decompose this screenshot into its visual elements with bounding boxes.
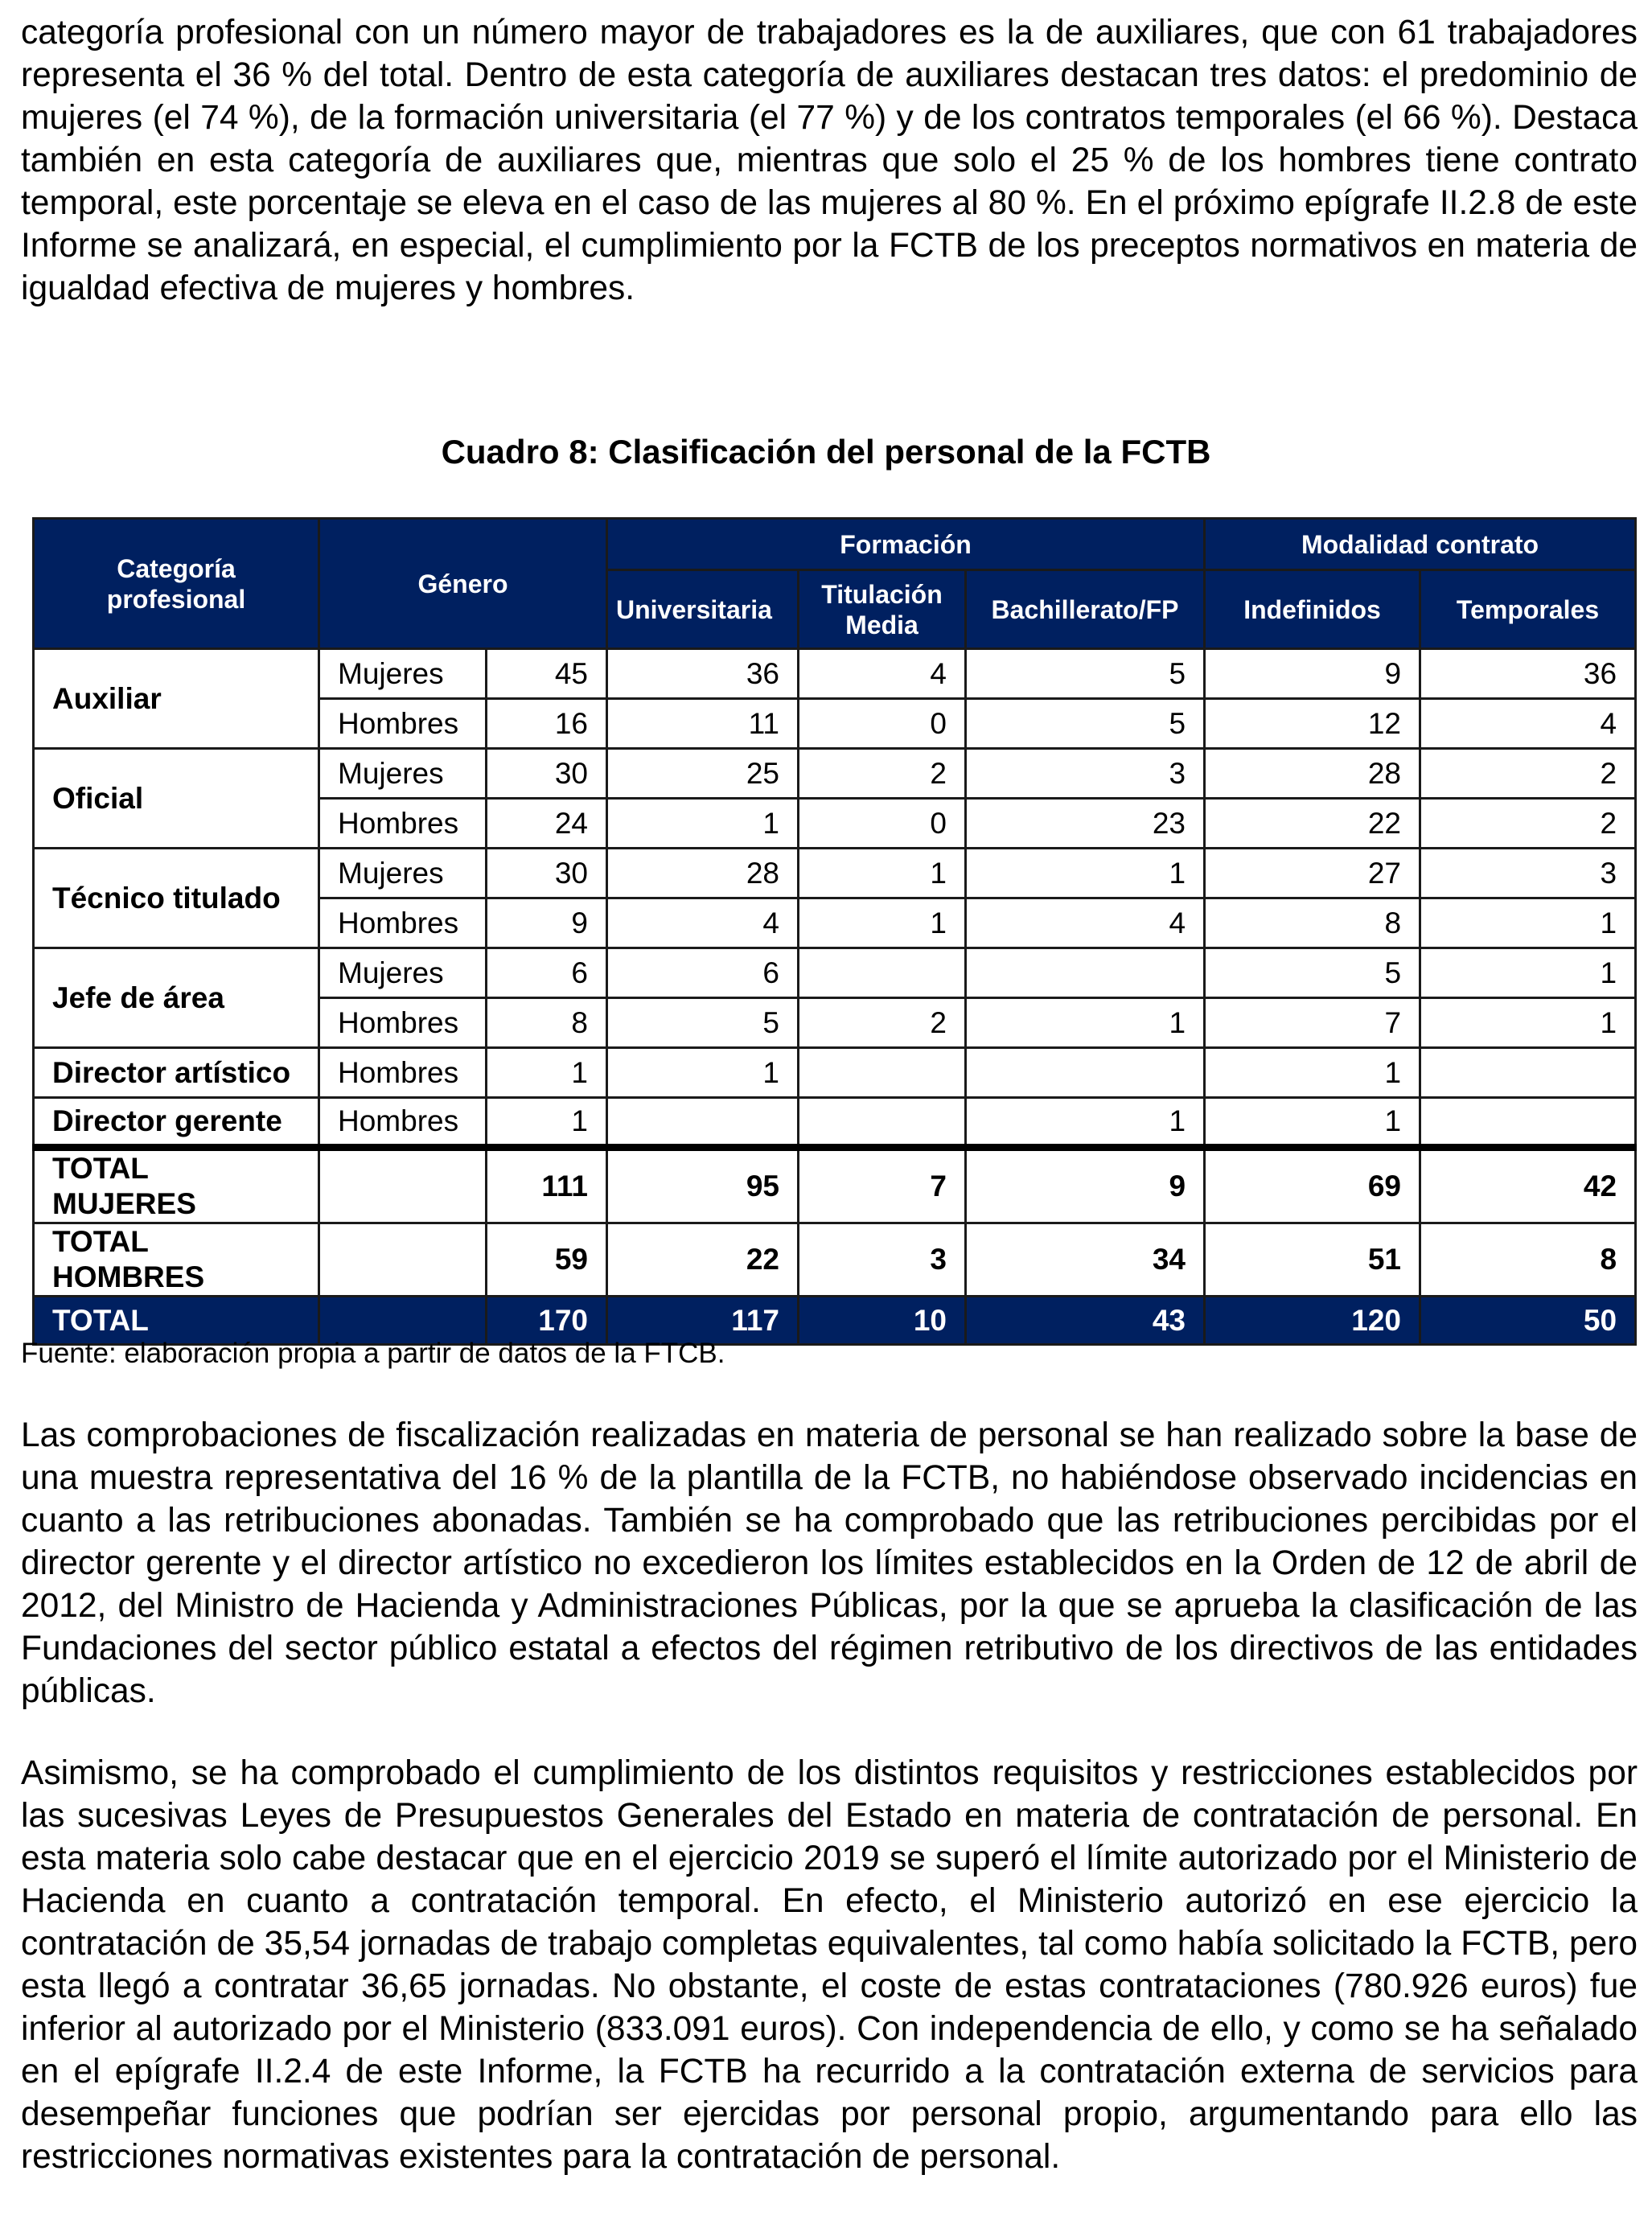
header-titulacion-media: Titulación Media: [799, 570, 966, 649]
titulacion-media-cell: 2: [799, 749, 966, 799]
gender-cell: Hombres: [319, 998, 487, 1048]
total-label-line1: TOTAL: [52, 1152, 149, 1185]
category-cell: Director artístico: [34, 1048, 319, 1098]
total-cell: 1: [487, 1048, 607, 1098]
total-cell: 1: [487, 1098, 607, 1148]
temporales-cell: 2: [1420, 749, 1636, 799]
bachillerato-fp-cell: 9: [966, 1148, 1205, 1223]
header-modalidad: Modalidad contrato: [1205, 519, 1636, 570]
gender-cell: Hombres: [319, 1048, 487, 1098]
total-cell: 24: [487, 799, 607, 849]
temporales-cell: 1: [1420, 898, 1636, 948]
indefinidos-cell: 12: [1205, 699, 1420, 749]
table-row: [34, 1048, 1636, 1098]
temporales-cell: 4: [1420, 699, 1636, 749]
asimismo-paragraph: Asimismo, se ha comprobado el cumplimiento de los distintos requisitos y restricciones establecidos por las sucesivas Leyes de Presupuestos Generales del Estado en materia de contratación de personal. En esta materia solo cabe destacar que en el ejercicio 2019 se superó el límite autorizado por el Ministerio de Hacienda en cuanto a contratación temporal. En efecto, el Ministerio autorizó en ese ejercicio la contratación de 35,54 jornadas de trabajo completas equivalentes, tal como había solicitado la FCTB, pero esta llegó a contratar 36,65 jornadas. No obstante, el coste de estas contrataciones (780.926 euros) fue inferior al autorizado por el Ministerio (833.091 euros). Con independencia de ello, y como se ha señalado en el epígrafe II.2.4 de este Informe, la FCTB ha recurrido a la contratación externa de servicios para desempeñar funciones que podrían ser ejercidas por personal propio, argumentando para ello las restricciones normativas existentes para la contratación de personal.: [21, 1754, 1638, 2176]
table-row: [34, 649, 1636, 699]
header-universitaria: Universitaria: [607, 570, 799, 649]
indefinidos-cell: 27: [1205, 849, 1420, 898]
total-label-line1: TOTAL: [52, 1225, 149, 1258]
bachillerato-fp-cell: 4: [966, 898, 1205, 948]
total-label-cell: [34, 1148, 319, 1223]
gender-cell: Mujeres: [319, 749, 487, 799]
temporales-cell: [1420, 1098, 1636, 1148]
titulacion-media-cell: 4: [799, 649, 966, 699]
table-row: [34, 1098, 1636, 1148]
bachillerato-fp-cell: [966, 1048, 1205, 1098]
table-row: [34, 849, 1636, 898]
category-cell: Oficial: [34, 749, 319, 849]
titulacion-media-cell: [799, 1048, 966, 1098]
titulacion-media-cell: [799, 1098, 966, 1148]
gender-cell: Mujeres: [319, 948, 487, 998]
bachillerato-fp-cell: 1: [966, 998, 1205, 1048]
indefinidos-cell: 28: [1205, 749, 1420, 799]
temporales-cell: 1: [1420, 948, 1636, 998]
temporales-cell: 50: [1420, 1297, 1636, 1345]
gender-cell: Mujeres: [319, 649, 487, 699]
bachillerato-fp-cell: 1: [966, 1098, 1205, 1148]
titulacion-media-cell: 2: [799, 998, 966, 1048]
temporales-cell: 1: [1420, 998, 1636, 1048]
header-formacion: Formación: [607, 519, 1205, 570]
header-genero: Género: [319, 519, 607, 649]
bachillerato-fp-cell: 3: [966, 749, 1205, 799]
universitaria-cell: 95: [607, 1148, 799, 1223]
gender-cell: Hombres: [319, 699, 487, 749]
gender-cell: Hombres: [319, 1098, 487, 1148]
temporales-cell: 42: [1420, 1148, 1636, 1223]
total-cell: 8: [487, 998, 607, 1048]
titulacion-media-cell: 1: [799, 849, 966, 898]
universitaria-cell: 25: [607, 749, 799, 799]
bachillerato-fp-cell: [966, 948, 1205, 998]
intro-paragraph: categoría profesional con un número mayor de trabajadores es la de auxiliares, que con 61 trabajadores representa el 36 % del total. Dentro de esta categoría de auxiliares destacan tres datos: el predominio de mujeres (el 74 %), de la formación universitaria (el 77 %) y de los contratos temporales (el 66 %). Destaca también en esta categoría de auxiliares que, mientras que solo el 25 % de los hombres tiene contrato temporal, este porcentaje se eleva en el caso de las mujeres al 80 %. En el próximo epígrafe II.2.8 de este Informe se analizará, en especial, el cumplimiento por la FCTB de los preceptos normativos en materia de igualdad efectiva de mujeres y hombres.: [21, 14, 1638, 307]
total-label-line2: MUJERES: [52, 1187, 196, 1220]
titulacion-media-cell: 3: [799, 1223, 966, 1297]
total-cell: 6: [487, 948, 607, 998]
temporales-cell: 8: [1420, 1223, 1636, 1297]
temporales-cell: 3: [1420, 849, 1636, 898]
total-cell: 30: [487, 849, 607, 898]
universitaria-cell: 4: [607, 898, 799, 948]
indefinidos-cell: 1: [1205, 1048, 1420, 1098]
titulacion-media-cell: 7: [799, 1148, 966, 1223]
category-cell: Técnico titulado: [34, 849, 319, 948]
header-bachillerato-fp: Bachillerato/FP: [966, 570, 1205, 649]
bachillerato-fp-cell: 23: [966, 799, 1205, 849]
titulacion-media-cell: 0: [799, 799, 966, 849]
total-cell: 59: [487, 1223, 607, 1297]
header-temporales: Temporales: [1420, 570, 1636, 649]
total-cell: 9: [487, 898, 607, 948]
indefinidos-cell: 1: [1205, 1098, 1420, 1148]
universitaria-cell: 28: [607, 849, 799, 898]
titulacion-media-cell: 1: [799, 898, 966, 948]
indefinidos-cell: 22: [1205, 799, 1420, 849]
universitaria-cell: 11: [607, 699, 799, 749]
indefinidos-cell: 7: [1205, 998, 1420, 1048]
bachillerato-fp-cell: 5: [966, 649, 1205, 699]
titulacion-media-cell: [799, 948, 966, 998]
category-cell: Jefe de área: [34, 948, 319, 1048]
universitaria-cell: 6: [607, 948, 799, 998]
total-cell: 170: [487, 1297, 607, 1345]
category-cell: Director gerente: [34, 1098, 319, 1148]
titulacion-media-cell: 10: [799, 1297, 966, 1345]
indefinidos-cell: 51: [1205, 1223, 1420, 1297]
universitaria-cell: 36: [607, 649, 799, 699]
temporales-cell: 36: [1420, 649, 1636, 699]
temporales-cell: 2: [1420, 799, 1636, 849]
bachillerato-fp-cell: 5: [966, 699, 1205, 749]
empty-gender-cell: [319, 1148, 487, 1223]
indefinidos-cell: 5: [1205, 948, 1420, 998]
header-categoria: Categoría profesional: [34, 519, 319, 649]
gender-cell: Hombres: [319, 799, 487, 849]
universitaria-cell: 117: [607, 1297, 799, 1345]
bachillerato-fp-cell: 1: [966, 849, 1205, 898]
universitaria-cell: 5: [607, 998, 799, 1048]
total-cell: 16: [487, 699, 607, 749]
universitaria-cell: [607, 1098, 799, 1148]
total-cell: 45: [487, 649, 607, 699]
indefinidos-cell: 9: [1205, 649, 1420, 699]
gender-cell: Mujeres: [319, 849, 487, 898]
indefinidos-cell: 69: [1205, 1148, 1420, 1223]
total-cell: 30: [487, 749, 607, 799]
table-caption: Cuadro 8: Clasificación del personal de la FCTB: [441, 433, 1211, 471]
bachillerato-fp-cell: 43: [966, 1297, 1205, 1345]
indefinidos-cell: 8: [1205, 898, 1420, 948]
indefinidos-cell: 120: [1205, 1297, 1420, 1345]
total-women-row: [34, 1148, 1636, 1223]
titulacion-media-cell: 0: [799, 699, 966, 749]
personnel-classification-table: [32, 517, 1637, 1346]
temporales-cell: [1420, 1048, 1636, 1098]
universitaria-cell: 1: [607, 799, 799, 849]
header-indefinidos: Indefinidos: [1205, 570, 1420, 649]
table-source-note: Fuente: elaboración propia a partir de datos de la FTCB.: [21, 1338, 725, 1369]
fiscalizacion-paragraph: Las comprobaciones de fiscalización realizadas en materia de personal se han realizado sobre la base de una muestra representativa del 16 % de la plantilla de la FCTB, no habiéndose observado incidencias en cuanto a las retribuciones abonadas. También se ha comprobado que las retribuciones percibidas por el director gerente y el director artístico no excedieron los límites establecidos en la Orden de 12 de abril de 2012, del Ministro de Hacienda y Administraciones Públicas, por la que se aprueba la clasificación de las Fundaciones del sector público estatal a efectos del régimen retributivo de los directivos de las entidades públicas.: [21, 1416, 1638, 1710]
grand-total-label: TOTAL: [34, 1297, 319, 1345]
total-label-line2: HOMBRES: [52, 1260, 205, 1293]
total-label-cell: [34, 1223, 319, 1297]
total-cell: 111: [487, 1148, 607, 1223]
universitaria-cell: 22: [607, 1223, 799, 1297]
table-row: [34, 749, 1636, 799]
category-cell: Auxiliar: [34, 649, 319, 749]
empty-gender-cell: [319, 1223, 487, 1297]
universitaria-cell: 1: [607, 1048, 799, 1098]
bachillerato-fp-cell: 34: [966, 1223, 1205, 1297]
gender-cell: Hombres: [319, 898, 487, 948]
total-men-row: [34, 1223, 1636, 1297]
table-row: [34, 948, 1636, 998]
